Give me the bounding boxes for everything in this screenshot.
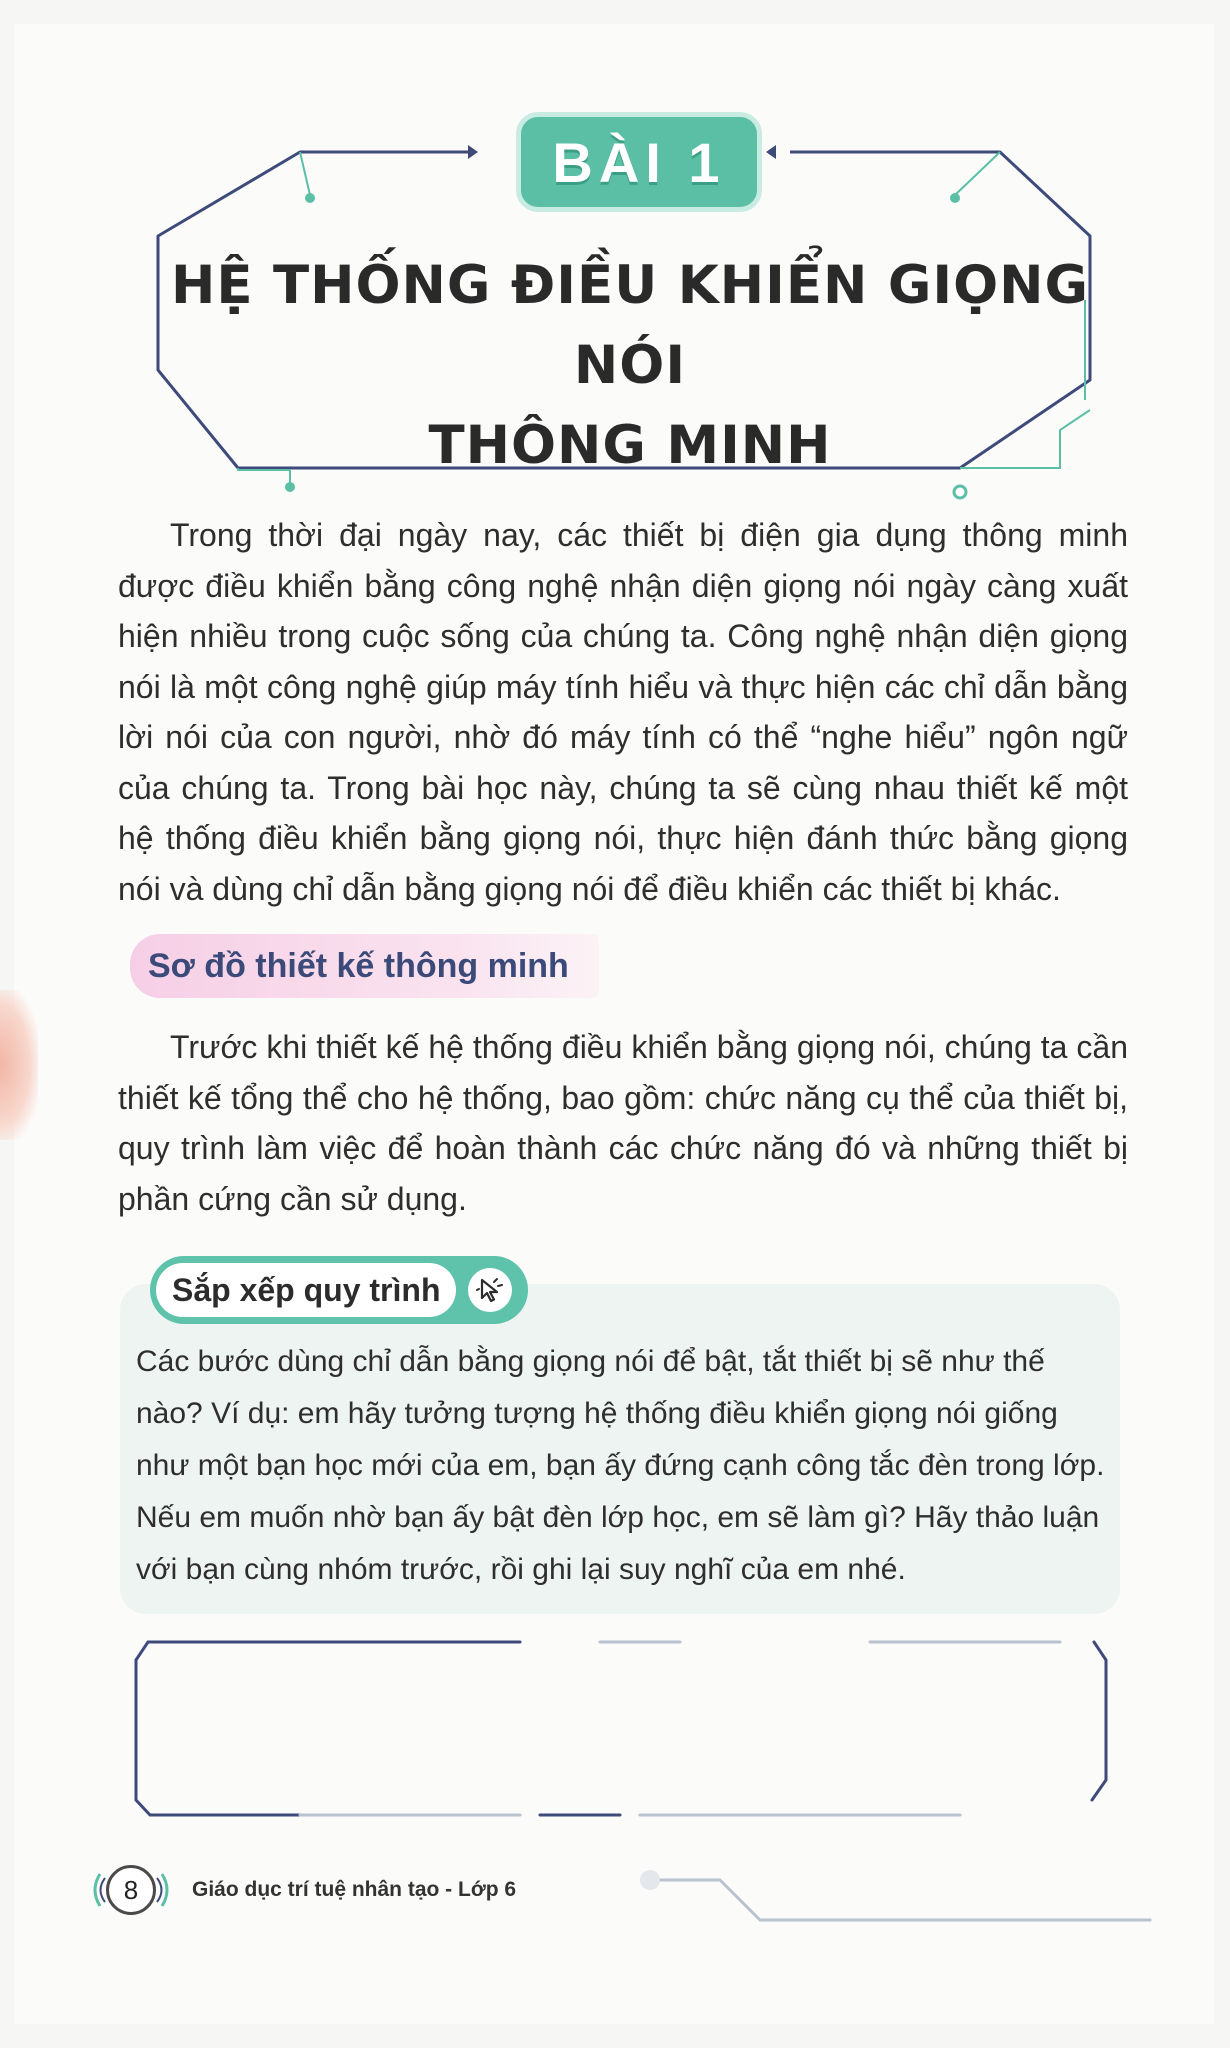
intro-paragraph: Trong thời đại ngày nay, các thiết bị điện gia dụng thông minh được điều khiển bằng công nghệ nhận diện giọng nói ngày càng xuất hiện nhiều trong cuộc sống của chúng ta. Công nghệ nhận diện giọng nói là một công nghệ giúp máy tính hiểu và thực hiện các chỉ dẫn bằng lời nói của con người, nhờ đó máy tính có thể “nghe hiểu” ngôn ngữ của chúng ta. Trong bài học này, chúng ta sẽ cùng nhau thiết kế một hệ thống điều khiển bằng giọng nói, thực hiện đánh thức bằng giọng nói và dùng chỉ dẫn bằng giọng nói để điều khiển các thiết bị khác.	[118, 517, 1128, 907]
footer	[86, 1862, 516, 1918]
page-number: 8	[106, 1865, 156, 1915]
activity-label: Sắp xếp quy trình	[156, 1263, 456, 1317]
section-heading: Sơ đồ thiết kế thông minh	[130, 934, 599, 998]
bracket-left-icon	[86, 1870, 106, 1910]
activity-text: Các bước dùng chỉ dẫn bằng giọng nói để bật, tắt thiết bị sẽ như thế nào? Ví dụ: em hãy tưởng tượng hệ thống điều khiển giọng nói giống như một bạn học mới của em, bạn ấy đứng cạnh công tắc đèn trong lớp. Nếu em muốn nhờ bạn ấy bật đèn lớp học, em sẽ làm gì? Hãy thảo luận với bạn cùng nhóm trước, rồi ghi lại suy nghĩ của em nhé.	[136, 1345, 1105, 1586]
section-paragraph: Trước khi thiết kế hệ thống điều khiển bằng giọng nói, chúng ta cần thiết kế tổng thể cho hệ thống, bao gồm: chức năng cụ thể của thiết bị, quy trình làm việc để hoàn thành các chức năng đó và những thiết bị phần cứng cần sử dụng.	[118, 1029, 1128, 1217]
lesson-title-line1: HỆ THỐNG ĐIỀU KHIỂN GIỌNG NÓI	[170, 255, 1089, 396]
lesson-title-line2: THÔNG MINH	[428, 415, 832, 476]
book-title: Giáo dục trí tuệ nhân tạo - Lớp 6	[192, 1878, 517, 1901]
lesson-badge: BÀI 1	[516, 112, 762, 212]
bracket-right-icon	[156, 1870, 176, 1910]
